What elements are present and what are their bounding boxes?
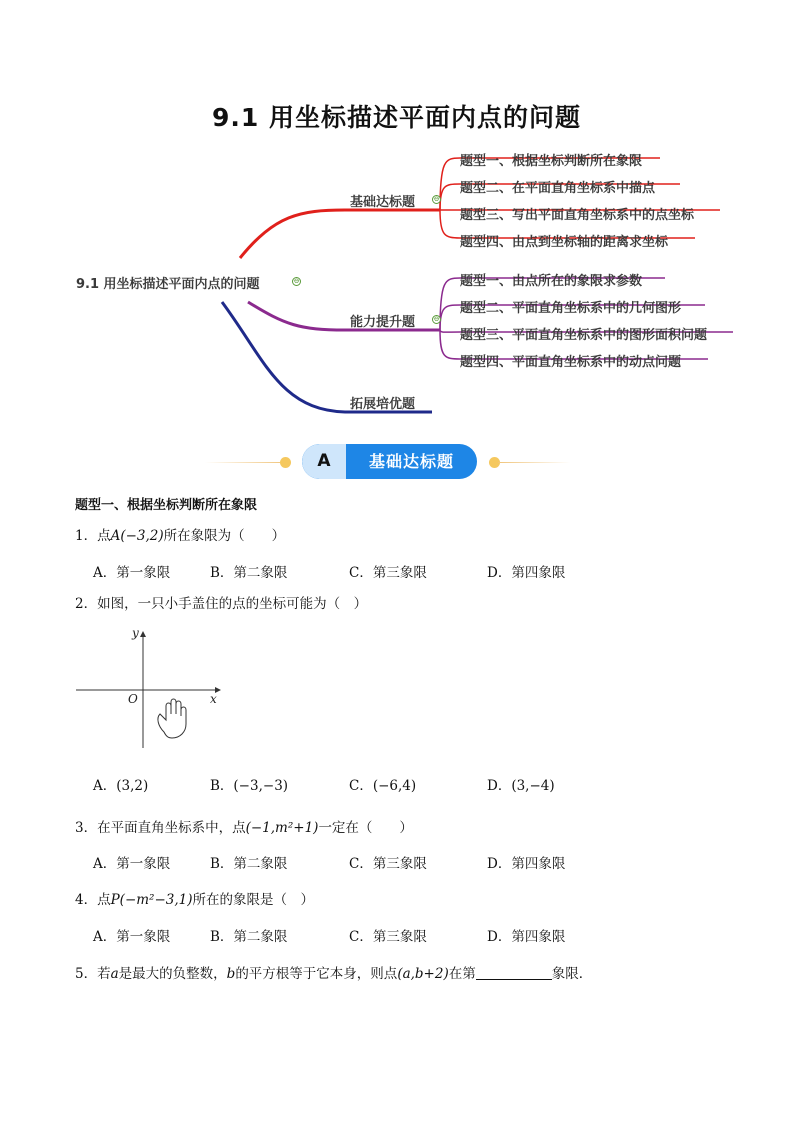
leaf-advanced-1: 题型一、由点所在的象限求参数: [460, 274, 643, 289]
banner-letter: A: [302, 444, 346, 479]
option-d[interactable]: D．第四象限: [487, 565, 566, 581]
option-a[interactable]: A．第一象限: [93, 856, 171, 872]
answer-blank[interactable]: [476, 966, 552, 980]
leaf-advanced-3: 题型三、平面直角坐标系中的图形面积问题: [460, 328, 708, 343]
option-a[interactable]: A．第一象限: [93, 929, 171, 945]
collapse-icon[interactable]: ⊖: [433, 315, 440, 323]
banner-divider: [498, 462, 570, 463]
option-d[interactable]: D．第四象限: [487, 856, 566, 872]
mind-map-root: 9.1 用坐标描述平面内点的问题: [76, 277, 260, 292]
origin-label: O: [128, 692, 138, 706]
leaf-basic-2: 题型二、在平面直角坐标系中描点: [460, 181, 656, 196]
banner-text: 基础达标题: [368, 452, 454, 471]
leaf-basic-1: 题型一、根据坐标判断所在象限: [460, 154, 643, 169]
question-4: 4．点P(−m²−3,1)所在的象限是（ ）: [75, 892, 315, 908]
options-1: [93, 561, 713, 581]
branch-extension: 拓展培优题: [350, 397, 416, 412]
banner-divider: [205, 462, 285, 463]
option-d[interactable]: D．(3,−4): [487, 778, 555, 794]
leaf-advanced-2: 题型二、平面直角坐标系中的几何图形: [460, 301, 682, 316]
option-c[interactable]: C．第三象限: [349, 565, 427, 581]
question-5: 5．若a是最大的负整数，b的平方根等于它本身，则点(a,b+2)在第 象限．: [75, 966, 593, 982]
question-3: 3．在平面直角坐标系中，点(−1,m²+1)一定在（ ）: [75, 820, 413, 836]
option-c[interactable]: C．(−6,4): [349, 778, 417, 794]
coordinate-axes: [72, 622, 232, 752]
options-2: [93, 774, 713, 794]
branch-basic: 基础达标题: [350, 195, 416, 210]
leaf-advanced-4: 题型四、平面直角坐标系中的动点问题: [460, 355, 682, 370]
leaf-basic-4: 题型四、由点到坐标轴的距离求坐标: [460, 235, 669, 250]
branch-advanced: 能力提升题: [350, 315, 416, 330]
options-3: [93, 852, 713, 872]
hand-icon: [158, 699, 186, 738]
coordinate-figure: [72, 622, 232, 752]
x-axis-label: x: [210, 692, 217, 706]
question-2: 2．如图，一只小手盖住的点的坐标可能为（ ）: [75, 596, 368, 612]
option-c[interactable]: C．第三象限: [349, 856, 427, 872]
options-4: [93, 925, 713, 945]
banner-dot-icon: [280, 457, 291, 468]
mind-map: [0, 140, 793, 430]
option-b[interactable]: B．第二象限: [210, 856, 288, 872]
leaf-basic-3: 题型三、写出平面直角坐标系中的点坐标: [460, 208, 695, 223]
y-axis-label: y: [132, 626, 139, 640]
option-b[interactable]: B．(−3,−3): [210, 778, 289, 794]
banner-pill: [302, 444, 477, 479]
section-banner: [0, 442, 793, 482]
option-c[interactable]: C．第三象限: [349, 929, 427, 945]
collapse-icon[interactable]: ⊖: [433, 195, 440, 203]
option-a[interactable]: A．(3,2): [93, 778, 149, 794]
option-a[interactable]: A．第一象限: [93, 565, 171, 581]
option-d[interactable]: D．第四象限: [487, 929, 566, 945]
page-title: 9.1 用坐标描述平面内点的问题: [212, 103, 581, 132]
section-heading: 题型一、根据坐标判断所在象限: [75, 498, 258, 513]
option-b[interactable]: B．第二象限: [210, 929, 288, 945]
collapse-icon[interactable]: ⊖: [293, 277, 300, 285]
question-1: 1．点A(−3,2)所在象限为（ ）: [75, 528, 286, 544]
option-b[interactable]: B．第二象限: [210, 565, 288, 581]
